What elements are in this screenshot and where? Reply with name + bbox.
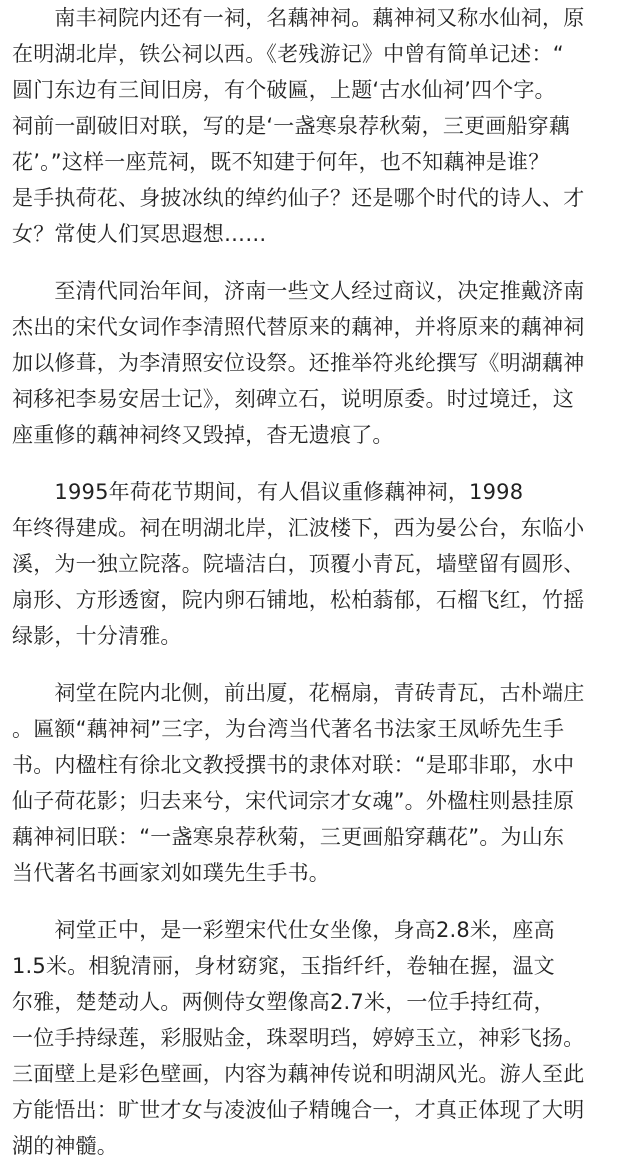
- paragraph-4: [12, 675, 630, 891]
- text-line: 湖的神髓。: [12, 1134, 118, 1158]
- text-line: 南丰祠院内还有一祠，名藕神祠。藕神祠又称水仙祠，原: [12, 6, 585, 30]
- paragraph-3: [12, 474, 630, 654]
- text-line: 藕神祠旧联：“一盏寒泉荐秋菊，三更画船穿藕花”。为山东: [12, 825, 565, 849]
- text-line: 溪，为一独立院落。院墙洁白，顶覆小青瓦，墙壁留有圆形、: [12, 552, 585, 576]
- text-line: 仙子荷花影；归去来兮，宋代词宗才女魂”。外楹柱则悬挂原: [12, 789, 575, 813]
- text-line: 1.5米。相貌清丽，身材窈窕，玉指纤纤，卷轴在握，温文: [12, 954, 555, 978]
- text-line: 座重修的藕神祠终又毁掉，杳无遗痕了。: [12, 423, 394, 447]
- text-line: 。匾额“藕神祠”三字，为台湾当代著名书法家王凤峤先生手: [12, 717, 565, 741]
- text-line: 女？常使人们冥思遐想……: [12, 222, 267, 246]
- paragraph-spacer: [12, 891, 630, 912]
- text-line: 1995年荷花节期间，有人倡议重修藕神祠，1998: [12, 480, 524, 504]
- paragraph-spacer: [12, 453, 630, 474]
- text-line: 书。内楹柱有徐北文教授撰书的隶体对联：“是耶非耶，水中: [12, 753, 575, 777]
- text-line: 至清代同治年间，济南一些文人经过商议，决定推戴济南: [12, 279, 585, 303]
- text-line: 当代著名书画家刘如璞先生手书。: [12, 861, 330, 885]
- text-line: 绿影，十分清雅。: [12, 624, 182, 648]
- text-line: 一位手持绿莲，彩服贴金，珠翠明珰，婷婷玉立，神彩飞扬。: [12, 1026, 585, 1050]
- paragraph-spacer: [12, 654, 630, 675]
- article-body: [12, 0, 630, 1164]
- text-line: 年终得建成。祠在明湖北岸，汇波楼下，西为晏公台，东临小: [12, 516, 585, 540]
- text-line: 加以修葺，为李清照安位设祭。还推举符兆纶撰写《明湖藕神: [12, 351, 585, 375]
- text-line: 祠移祀李易安居士记》，刻碑立石，说明原委。时过境迁，这: [12, 387, 574, 411]
- text-line: 三面壁上是彩色壁画，内容为藕神传说和明湖风光。游人至此: [12, 1062, 585, 1086]
- text-line: 圆门东边有三间旧房，有个破匾，上题‘古水仙祠’四个字。: [12, 78, 556, 102]
- text-line: 花’。”这样一座荒祠，既不知建于何年，也不知藕神是谁？: [12, 150, 550, 174]
- text-line: 杰出的宋代女词作李清照代替原来的藕神，并将原来的藕神祠: [12, 315, 585, 339]
- text-line: 在明湖北岸，铁公祠以西。《老残游记》中曾有简单记述：“: [12, 42, 564, 66]
- text-line: 是手执荷花、身披冰纨的绰约仙子？还是哪个时代的诗人、才: [12, 186, 585, 210]
- paragraph-1: [12, 0, 630, 252]
- text-line: 祠前一副破旧对联，写的是‘一盏寒泉荐秋菊，三更画船穿藕: [12, 114, 571, 138]
- paragraph-5: [12, 912, 630, 1164]
- text-line: 扇形、方形透窗，院内卵石铺地，松柏蓊郁，石榴飞红，竹摇: [12, 588, 585, 612]
- text-line: 祠堂正中，是一彩塑宋代仕女坐像，身高2.8米，座高: [12, 918, 555, 942]
- text-line: 祠堂在院内北侧，前出厦，花槅扇，青砖青瓦，古朴端庄: [12, 681, 585, 705]
- paragraph-spacer: [12, 252, 630, 273]
- paragraph-2: [12, 273, 630, 453]
- text-line: 方能悟出：旷世才女与凌波仙子精魄合一，才真正体现了大明: [12, 1098, 585, 1122]
- text-line: 尔雅，楚楚动人。两侧侍女塑像高2.7米，一位手持红荷，: [12, 990, 555, 1014]
